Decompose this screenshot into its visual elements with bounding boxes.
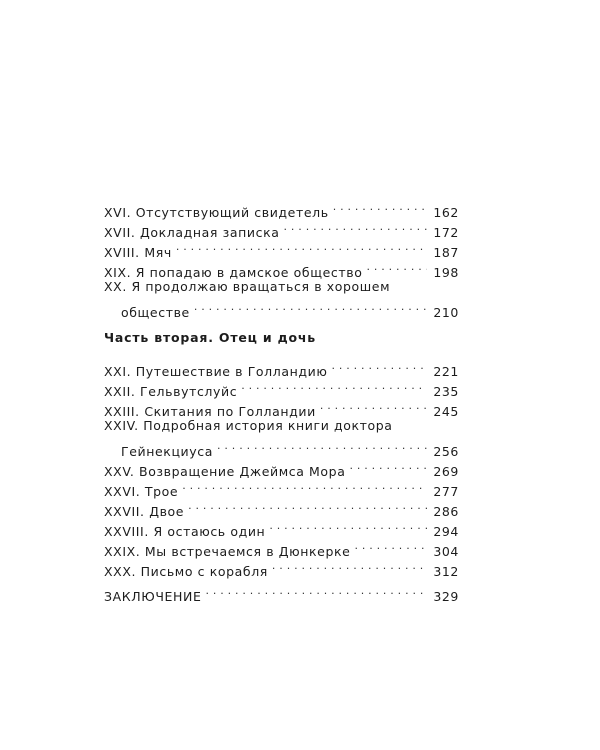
toc-entry-page: 312: [433, 564, 459, 579]
toc-entry-xx-line1[interactable]: [104, 277, 459, 297]
toc-entry-page: 235: [433, 384, 459, 399]
toc-entry-page: 210: [433, 305, 459, 320]
toc-entry-label: XXIV. Подробная история книги доктора: [104, 418, 393, 433]
toc-entry-page: 286: [433, 504, 459, 519]
leader-dots: [349, 456, 427, 476]
toc-entry-page: 172: [433, 225, 459, 240]
toc-entry-xxiv-line2[interactable]: [104, 436, 459, 459]
toc-entry-page: 294: [433, 524, 459, 539]
leader-dots: [217, 436, 427, 456]
leader-dots: [241, 376, 427, 396]
leader-dots: [269, 516, 427, 536]
toc-entry-page: 304: [433, 544, 459, 559]
leader-dots: [284, 217, 427, 237]
toc-entry-page: 162: [433, 205, 459, 220]
toc-entry-page: 245: [433, 404, 459, 419]
toc-block-conclusion: [104, 581, 459, 604]
toc-entry-label: XXI. Путешествие в Голландию: [104, 364, 328, 379]
toc-entry-label: XXVIII. Я остаюсь один: [104, 524, 266, 539]
toc-entry-label: XXII. Гельвутслуйс: [104, 384, 238, 399]
toc-entry-page: 198: [433, 265, 459, 280]
toc-entry-page: 329: [433, 589, 459, 604]
toc-block-part-one: [104, 197, 459, 320]
toc-entry-xxi[interactable]: [104, 356, 459, 379]
toc-entry-page: 187: [433, 245, 459, 260]
toc-entry-label: XXV. Возвращение Джеймса Мора: [104, 464, 346, 479]
toc-entry-page: 269: [433, 464, 459, 479]
toc-entry-xxiv-line1[interactable]: [104, 416, 459, 436]
leader-dots: [366, 257, 427, 277]
toc-entry-label: XXIII. Скитания по Голландии: [104, 404, 316, 419]
toc-entry-label: XXVII. Двое: [104, 504, 185, 519]
toc-entry-xvi[interactable]: [104, 197, 459, 220]
toc-entry-page: 221: [433, 364, 459, 379]
toc-entry-label: XVII. Докладная записка: [104, 225, 280, 240]
leader-dots: [333, 197, 427, 217]
toc-entry-label: XVI. Отсутствующий свидетель: [104, 205, 329, 220]
toc-entry-label-continued: Гейнекциуса: [121, 444, 214, 459]
toc-entry-xx-line2[interactable]: [104, 297, 459, 320]
leader-dots: [320, 396, 427, 416]
part-two-title: Часть вторая. Отец и дочь: [104, 330, 316, 345]
toc-entry-label: ЗАКЛЮЧЕНИЕ: [104, 589, 202, 604]
leader-dots: [272, 556, 427, 576]
toc-entry-page: 256: [433, 444, 459, 459]
toc-block-part-two: [104, 356, 459, 579]
toc-entry-page: 277: [433, 484, 459, 499]
toc-entry-label: XX. Я продолжаю вращаться в хорошем: [104, 279, 391, 294]
leader-dots: [188, 496, 427, 516]
toc-entry-conclusion[interactable]: [104, 581, 459, 604]
toc-entry-label: XVIII. Мяч: [104, 245, 172, 260]
toc-entry-label: XIX. Я попадаю в дамское общество: [104, 265, 363, 280]
toc-entry-label: XXVI. Трое: [104, 484, 179, 499]
leader-dots: [194, 297, 427, 317]
leader-dots: [205, 581, 427, 601]
leader-dots: [354, 536, 427, 556]
leader-dots: [331, 356, 427, 376]
leader-dots: [182, 476, 427, 496]
leader-dots: [176, 237, 427, 257]
toc-entry-label-continued: обществе: [121, 305, 190, 320]
toc-entry-label: XXIX. Мы встречаемся в Дюнкерке: [104, 544, 351, 559]
toc-entry-label: XXX. Письмо с корабля: [104, 564, 268, 579]
